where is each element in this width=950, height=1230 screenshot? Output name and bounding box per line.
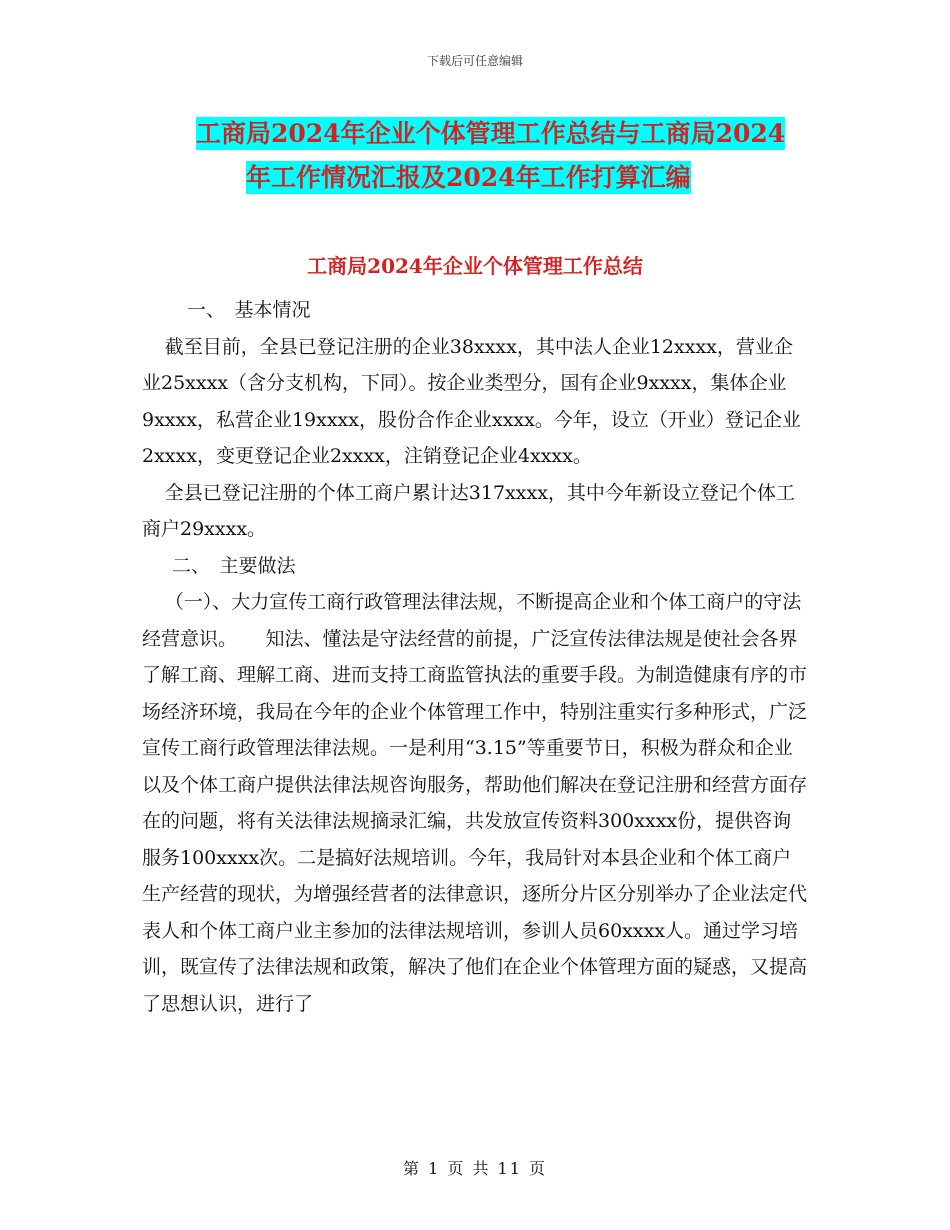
section-title: 工商局2024年企业个体管理工作总结 bbox=[307, 254, 643, 278]
document-body bbox=[142, 292, 810, 1022]
heading-basic-situation: 一、 基本情况 bbox=[187, 299, 311, 321]
page-header: 下载后可任意编辑 bbox=[426, 54, 523, 68]
page-footer: 第 1 页 共 11 页 bbox=[403, 1159, 547, 1178]
paragraph-enterprise-stats: 截至目前，全县已登记注册的企业38xxxx，其中法人企业12xxxx，营业企业25xxxx（含分支机构，下同）。按企业类型分，国有企业9xxxx，集体企业9xxxx，私营企业19xxxx，股份合作企业xxxx。今年，设立（开业）登记企业2xxxx，变更登记企业2xxxx，注销登记企业4xxxx。 bbox=[142, 335, 801, 467]
paragraph-law-promotion: （一）、大力宣传工商行政管理法律法规，不断提高企业和个体工商户的守法经营意识。 知法、懂法是守法经营的前提，广泛宣传法律法规是使社会各界了解工商、理解工商、进而支持工商监管执法的重要手段。为制造健康有序的市场经济环境，我局在今年的企业个体管理工作中，特别注重实行多种形式，广泛宣传工商行政管理法律法规。一是利用“3.15”等重要节日，积极为群众和企业以及个体工商户提供法律法规咨询服务，帮助他们解决在登记注册和经营方面存在的问题，将有关法律法规摘录汇编，共发放宣传资料300xxxx份，提供咨询服务100xxxx次。二是搞好法规培训。今年，我局针对本县企业和个体工商户生产经营的现状，为增强经营者的法律意识，逐所分片区分别举办了企业法定代表人和个体工商户业主参加的法律法规培训，参训人员60xxxx人。通过学习培训，既宣传了法律法规和政策，解决了他们在企业个体管理方面的疑惑，又提高了思想认识，进行了 bbox=[142, 591, 808, 1015]
paragraph-individual-stats: 全县已登记注册的个体工商户累计达317xxxx，其中今年新设立登记个体工商户29xxxx。 bbox=[142, 481, 795, 540]
document-title bbox=[196, 112, 836, 200]
title-line-2: 年工作情况汇报及2024年工作打算汇编 bbox=[246, 163, 691, 192]
title-line-1: 工商局2024年企业个体管理工作总结与工商局2024 bbox=[196, 119, 786, 148]
heading-main-practices: 二、 主要做法 bbox=[172, 554, 296, 577]
